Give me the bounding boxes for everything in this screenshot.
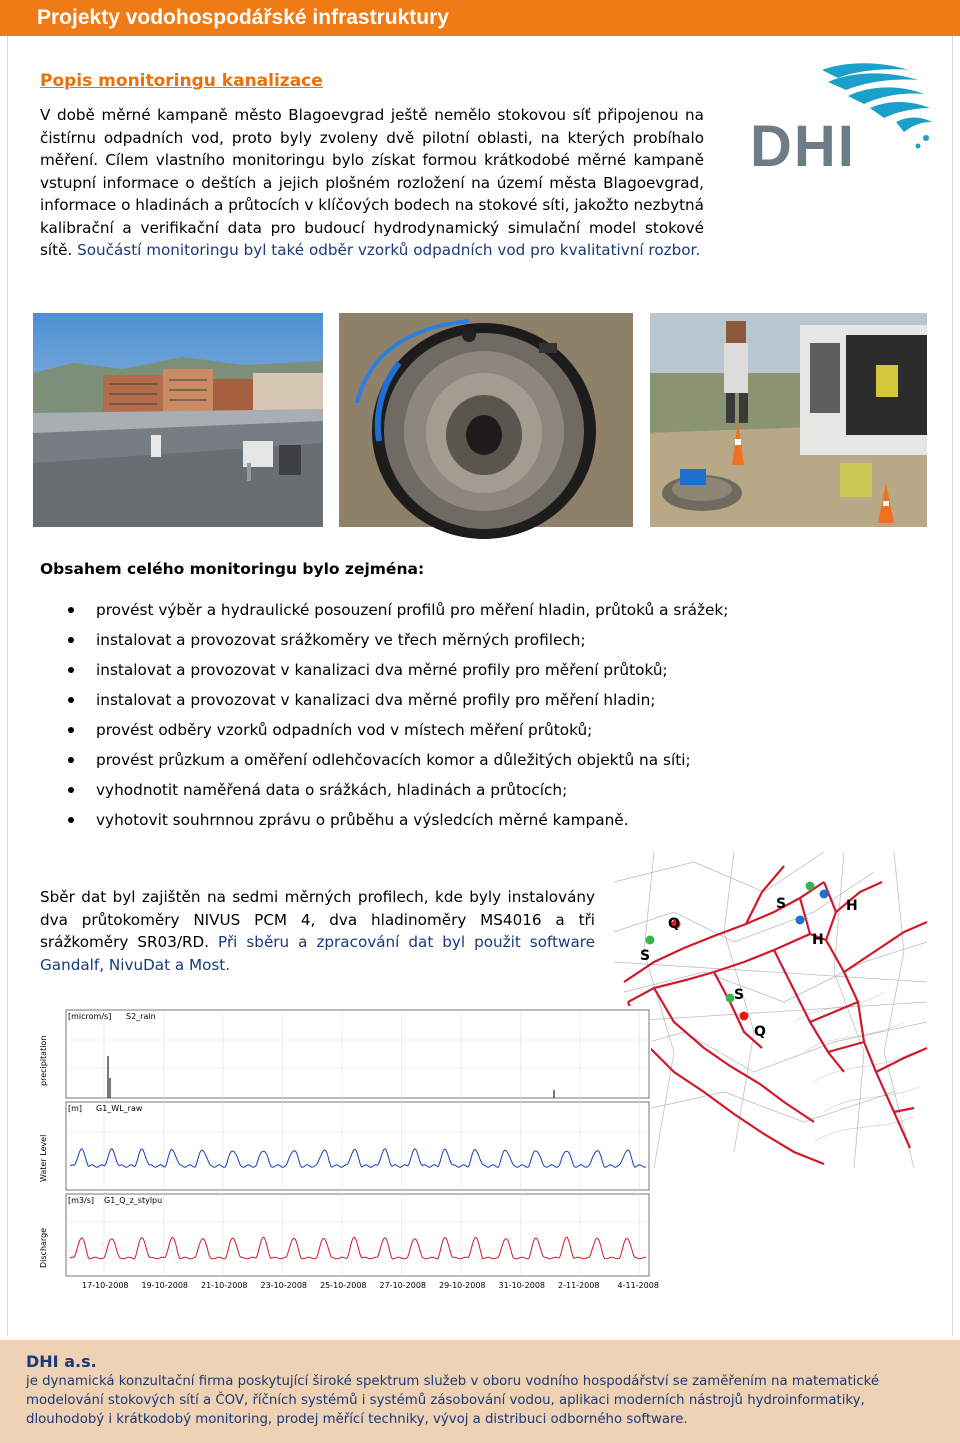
date-tick-label: 27-10-2008 xyxy=(379,1281,426,1290)
intro-text-sampling: Součástí monitoringu byl také odběr vzorků odpadních vod pro kvalitativní rozbor. xyxy=(72,241,701,259)
discharge-ylabel: Discharge xyxy=(39,1227,48,1268)
map-label-level: H xyxy=(846,898,858,914)
sewer-pipe-photo xyxy=(339,313,633,527)
level-unit-label: [m] xyxy=(68,1104,83,1113)
list-item: provést výběr a hydraulické posouzení profilů pro měření hladin, průtoků a srážek; xyxy=(40,595,920,625)
date-tick-label: 19-10-2008 xyxy=(141,1281,188,1290)
map-label-flow: Q xyxy=(754,1024,766,1040)
list-item: vyhotovit souhrnnou zprávu o průběhu a výsledcích měrné kampaně. xyxy=(40,805,920,835)
list-item: provést odběry vzorků odpadních vod v místech měření průtoků; xyxy=(40,715,920,745)
list-item: vyhodnotit naměřená data o srážkách, hladinách a průtocích; xyxy=(40,775,920,805)
precip-series-label: S2_rain xyxy=(126,1012,156,1021)
field-team-photo xyxy=(650,313,927,527)
map-label-flow: Q xyxy=(668,916,680,932)
footer-description: je dynamická konzultační firma poskytující široké spektrum služeb v oboru vodního hospodářství se zaměřením na matematické modelování stokových sítí a ČOV, říčních systémů i systémů zásobování vodou, aplikaci moderních nástrojů hydroinformatiky, dlouhodobý i krátkodobý monitoring, prodej měřící techniky, vývoj a distribuci odborného software. xyxy=(26,1374,880,1427)
date-tick-label: 29-10-2008 xyxy=(439,1281,486,1290)
dhi-logo-text: DHI xyxy=(750,114,856,179)
header-title: Projekty vodohospodářské infrastruktury xyxy=(37,6,449,29)
date-tick-label: 25-10-2008 xyxy=(320,1281,367,1290)
data-collection-paragraph xyxy=(40,886,595,976)
header-bar xyxy=(0,0,960,36)
sewer-network-map xyxy=(614,852,927,1168)
map-label-level: H xyxy=(812,932,824,948)
intro-paragraph xyxy=(40,104,704,262)
date-tick-label: 31-10-2008 xyxy=(498,1281,545,1290)
discharge-series-label: G1_Q_z_stylpu xyxy=(104,1196,163,1205)
date-tick-label: 21-10-2008 xyxy=(201,1281,248,1290)
date-tick-label: 17-10-2008 xyxy=(82,1281,129,1290)
intro-text-main: V době měrné kampaně město Blagoevgrad ještě nemělo stokovou síť připojenou na čistírnu odpadních vod, proto byly zvoleny dvě pilotní oblasti, na kterých probíhalo měření. Cílem vlastního monitoringu bylo získat formou krátkodobé měrné kampaně vstupní informace o deštích a jejich plošném rozložení na území města Blagoevgrad, informace o hladinách a průtocích v klíčových bodech na stokové síti, jakožto nezbytná kalibrační a verifikační data pro budoucí hydrodynamický simulační model stokové sítě. xyxy=(40,106,704,259)
date-tick-label: 2-11-2008 xyxy=(558,1281,600,1290)
list-item: instalovat a provozovat v kanalizaci dva měrné profily pro měření průtoků; xyxy=(40,655,920,685)
list-item: instalovat a provozovat v kanalizaci dva měrné profily pro měření hladin; xyxy=(40,685,920,715)
monitoring-timeseries-graph xyxy=(34,1006,659,1296)
map-label-rain: S xyxy=(776,896,787,912)
section-title: Popis monitoringu kanalizace xyxy=(40,71,323,91)
precip-ylabel: precipitation xyxy=(39,1035,48,1086)
dhi-logo xyxy=(748,62,934,179)
monitoring-task-list xyxy=(40,595,920,835)
level-ylabel: Water Level xyxy=(39,1134,48,1182)
date-tick-label: 23-10-2008 xyxy=(260,1281,307,1290)
map-label-rain: S xyxy=(734,987,745,1003)
list-item: instalovat a provozovat srážkoměry ve třech měrných profilech; xyxy=(40,625,920,655)
footer-company: DHI a.s. xyxy=(26,1352,97,1371)
precip-unit-label: [microm/s] xyxy=(68,1012,112,1021)
date-tick-label: 4-11-2008 xyxy=(617,1281,659,1290)
map-label-rain: S xyxy=(640,948,651,964)
level-series-label: G1_WL_raw xyxy=(96,1104,143,1113)
rooftop-photo xyxy=(33,313,323,527)
discharge-unit-label: [m3/s] xyxy=(68,1196,94,1205)
monitoring-list-title: Obsahem celého monitoringu bylo zejména: xyxy=(40,560,425,578)
software-text: Při sběru a zpracování dat byl použit software Gandalf, NivuDat a Most. xyxy=(40,933,596,974)
list-item: provést průzkum a oměření odlehčovacích komor a důležitých objektů na síti; xyxy=(40,745,920,775)
data-collection-text: Sběr dat byl zajištěn na sedmi měrných profilech, kde byly instalovány dva průtokoměry NIVUS PCM 4, dva hladinoměry MS4016 a tři srážkoměry SR03/RD. xyxy=(40,888,595,952)
